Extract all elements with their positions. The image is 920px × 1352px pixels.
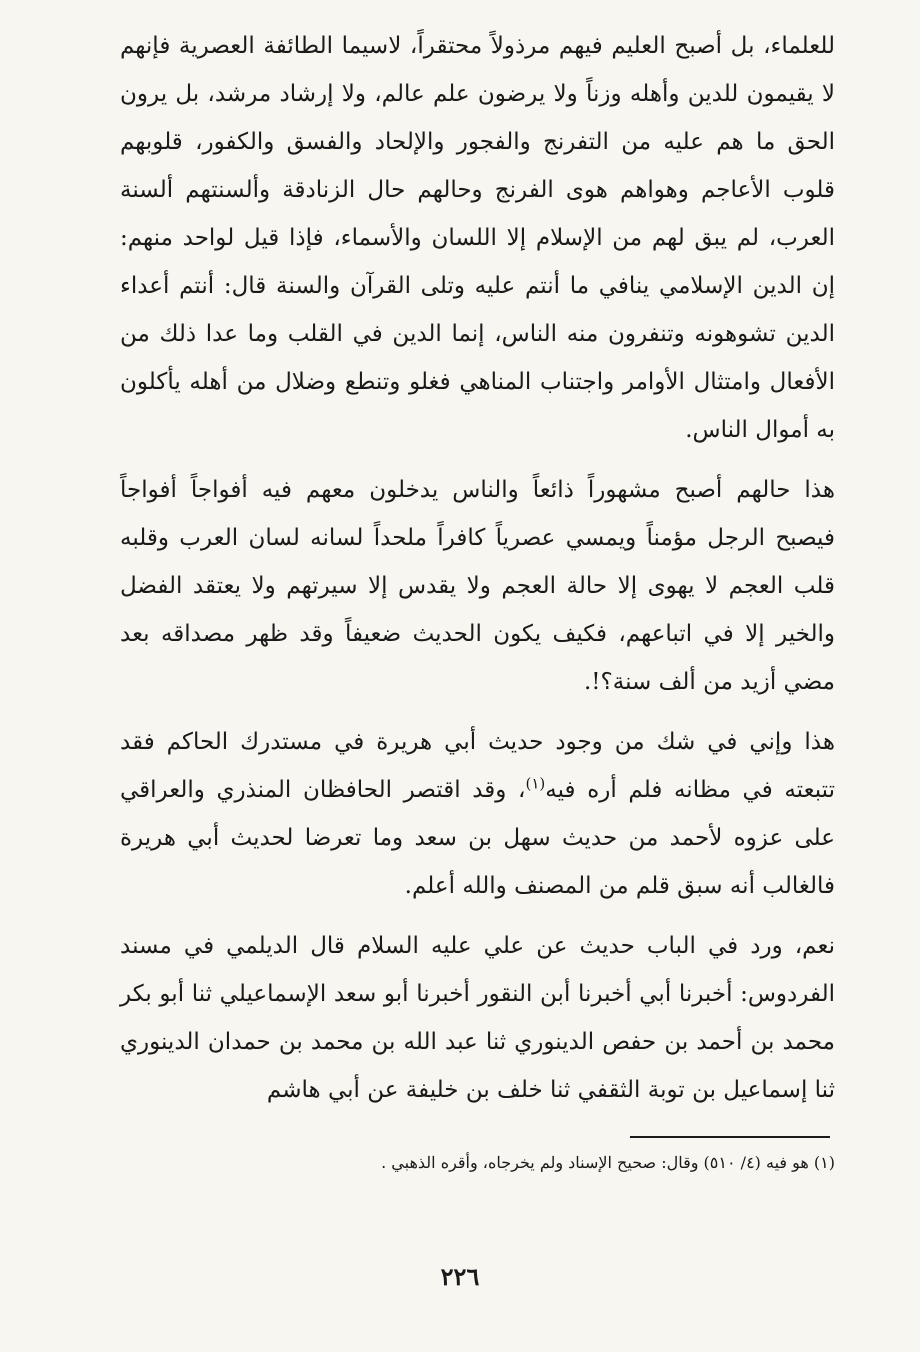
paragraph-3-text-before: هذا وإني في شك من وجود حديث أبي هريرة في مستدرك الحاكم فقد تتبعته في مظانه فلم أره فيه xyxy=(120,729,836,803)
main-text xyxy=(120,22,835,1114)
page-number: ٢٢٦ xyxy=(440,1262,480,1291)
paragraph-3 xyxy=(120,718,835,910)
paragraph-2: هذا حالهم أصبح مشهوراً ذائعاً والناس يدخلون معهم فيه أفواجاً أفواجاً فيصبح الرجل مؤمناً ويمسي عصرياً كافراً ملحداً لسانه لسان العرب وقلبه قلب العجم لا يهوى إلا حالة العجم ولا يقدس إلا سيرتهم ولا يعتقد الفضل والخير إلا في اتباعهم، فكيف يكون الحديث ضعيفاً وقد ظهر مصداقه بعد مضي أزيد من ألف سنة؟!. xyxy=(120,477,835,695)
paragraph-1: للعلماء، بل أصبح العليم فيهم مرذولاً محتقراً، لاسيما الطائفة العصرية فإنهم لا يقيمون للدين وأهله وزناً ولا يرضون علم عالم، ولا إرشاد مرشد، بل يرون الحق ما هم عليه من التفرنج والفجور والإلحاد والفسق والكفور، قلوبهم قلوب الأعاجم وهواهم هوى الفرنج وحالهم حال الزنادقة وألسنتهم ألسنة العرب، لم يبق لهم من الإسلام إلا اللسان والأسماء، فإذا قيل لواحد منهم: إن الدين الإسلامي ينافي ما أنتم عليه وتلى القرآن والسنة قال: أنتم أعداء الدين تشوهونه وتنفرون منه الناس، إنما الدين في القلب وما عدا ذلك من الأفعال وامتثال الأوامر واجتناب المناهي فغلو وتنطع وضلال من أهله يأكلون به أموال الناس. xyxy=(120,33,835,443)
footnote: (١) هو فيه (٤/ ٥١٠) وقال: صحيح الإسناد ولم يخرجاه، وأقره الذهبي . xyxy=(381,1153,835,1172)
footnote-divider xyxy=(630,1136,830,1138)
paragraph-4: نعم، ورد في الباب حديث عن علي عليه السلام قال الديلمي في مسند الفردوس: أخبرنا أبي أخبرنا أبن النقور أخبرنا أبو سعد الإسماعيلي ثنا أبو بكر محمد بن أحمد بن حفص الدينوري ثنا عبد الله بن محمد بن حمدان الدينوري ثنا إسماعيل بن توبة الثقفي ثنا خلف بن خليفة عن أبي هاشم xyxy=(120,933,835,1103)
footnote-reference: (١) xyxy=(525,774,546,793)
paragraph-3-text-after: ، وقد اقتصر الحافظان المنذري والعراقي على عزوه لأحمد من حديث سهل بن سعد وما تعرضا لحديث أبي هريرة فالغالب أنه سبق قلم من المصنف والله أعلم. xyxy=(120,777,835,899)
